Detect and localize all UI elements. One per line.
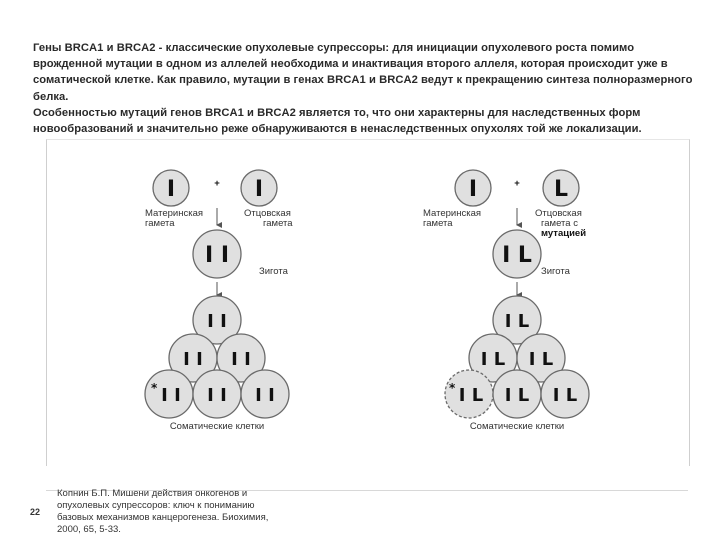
left-somatic-label: Соматические клетки xyxy=(169,421,265,432)
inheritance-diagram xyxy=(46,139,690,466)
right-cell-r2-2-alleles: I L xyxy=(528,349,554,370)
left-cell-r3-2-alleles: I I xyxy=(207,385,227,406)
right-somatic-label: Соматические клетки xyxy=(469,421,565,432)
reference-line-1: Копнин Б.П. Мишени действия онкогенов и xyxy=(57,488,248,499)
intro-paragraph-1: Гены BRCA1 и BRCA2 - классические опухолевые супрессоры: для инициации опухолевого роста помимо врожденной мутации в одном из аллелей необходима и инактивация второго аллеля, которая происходит уже в соматической клетке. Как правило, мутации в генах BRCA1 и BRCA2 ведут к прекращению синтеза полноразмерного белка. xyxy=(33,42,693,103)
right-maternal-allele: I xyxy=(468,177,478,202)
left-zygote-alleles: I I xyxy=(204,243,230,268)
left-cell-r3-1-alleles: I I xyxy=(161,385,181,406)
right-star: * xyxy=(449,381,456,395)
diagram-canvas xyxy=(47,140,689,466)
left-cell-r2-2-alleles: I I xyxy=(231,349,251,370)
intro-paragraph-2: Особенностью мутаций генов BRCA1 и BRCA2 является то, что они характерны для наследственных форм новообразований и значительно реже обнаруживаются в ненаследственных опухолях той же локализации. xyxy=(33,106,642,136)
left-paternal-label-2: гамета xyxy=(263,218,293,229)
right-paternal-label-2: гамета с xyxy=(541,218,578,229)
reference-citation xyxy=(57,488,317,536)
right-cell-r1-1-alleles: I L xyxy=(504,311,530,332)
left-paternal-allele: I xyxy=(254,177,264,202)
left-plus: + xyxy=(214,178,220,189)
right-cell-r3-2-alleles: I L xyxy=(504,385,530,406)
right-paternal-label-3: мутацией xyxy=(541,228,587,239)
left-star: * xyxy=(151,381,158,395)
reference-line-3: базовых механизмов канцерогенеза. Биохимия, xyxy=(57,512,269,523)
left-paternal-label-1: Отцовская xyxy=(244,208,291,219)
right-paternal-allele: L xyxy=(553,177,569,202)
left-maternal-allele: I xyxy=(166,177,176,202)
reference-line-2: опухолевых супрессоров: ключ к пониманию xyxy=(57,500,255,511)
left-maternal-label-1: Материнская xyxy=(145,208,204,219)
left-cell-r3-3-alleles: I I xyxy=(255,385,275,406)
right-cell-r2-1-alleles: I L xyxy=(480,349,506,370)
right-zygote-label: Зигота xyxy=(541,266,570,277)
intro-text xyxy=(33,40,693,137)
right-scheme xyxy=(423,170,589,432)
left-maternal-label-2: гамета xyxy=(145,218,175,229)
right-maternal-label-1: Материнская xyxy=(423,208,482,219)
left-scheme xyxy=(145,170,293,432)
left-cell-r1-1-alleles: I I xyxy=(207,311,227,332)
page-number: 22 xyxy=(30,507,41,517)
right-cell-r3-3-alleles: I L xyxy=(552,385,578,406)
reference-line-4: 2000, 65, 5-33. xyxy=(57,524,121,535)
right-zygote-alleles: I L xyxy=(502,243,532,268)
right-maternal-label-2: гамета xyxy=(423,218,453,229)
left-cell-r2-1-alleles: I I xyxy=(183,349,203,370)
right-paternal-label-1: Отцовская xyxy=(535,208,582,219)
right-plus: + xyxy=(514,178,520,189)
right-cell-r3-1-alleles: I L xyxy=(458,385,484,406)
left-zygote-label: Зигота xyxy=(259,266,288,277)
